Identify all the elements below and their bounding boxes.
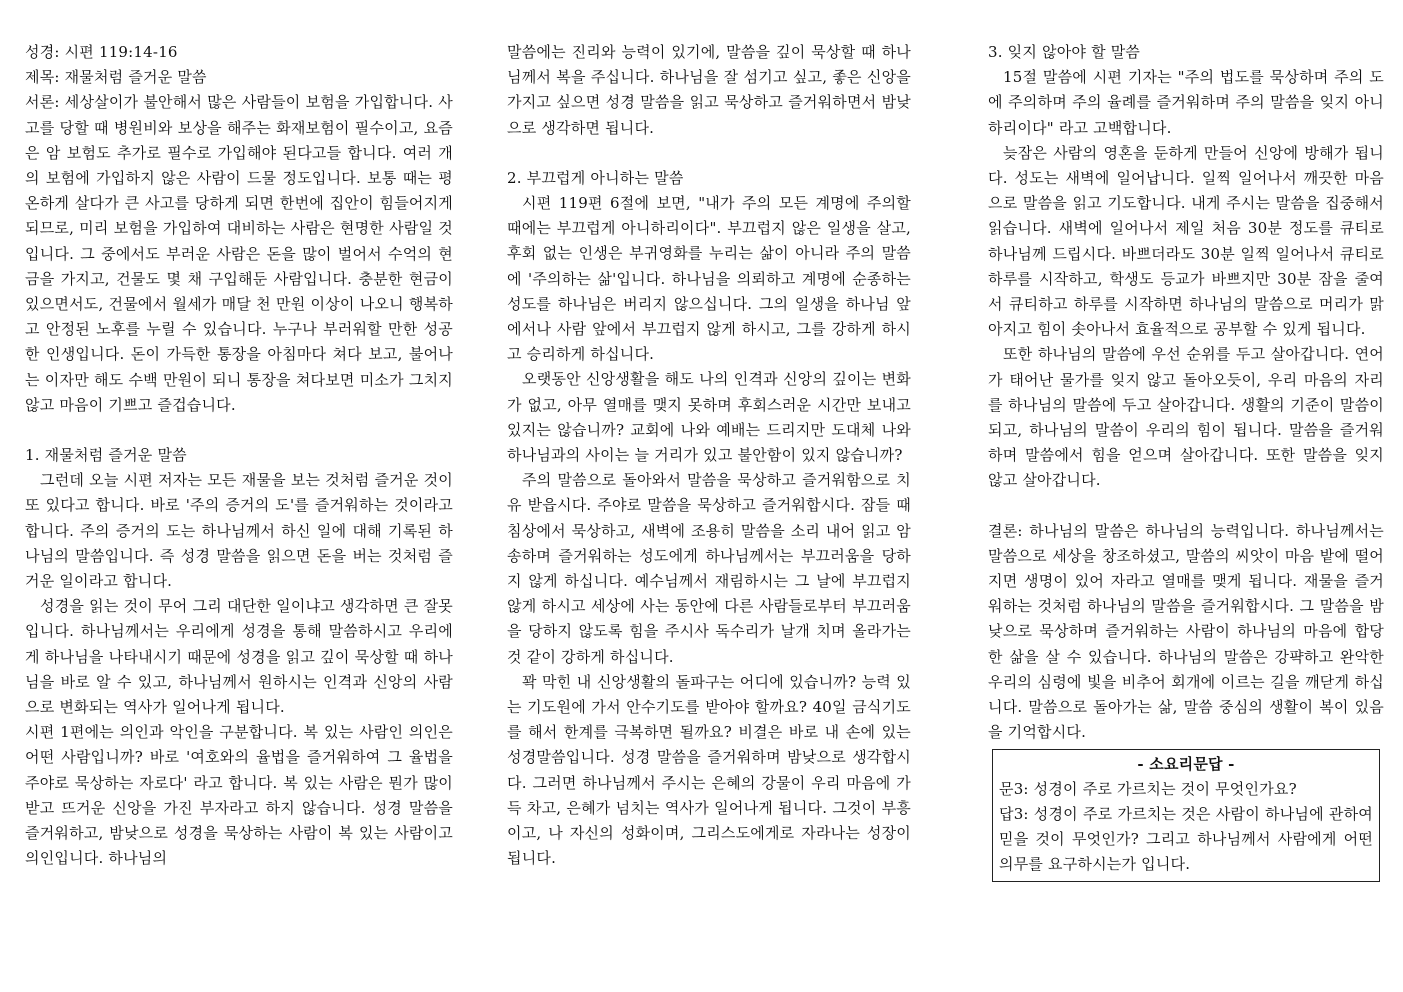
section-1-title: 1. 재물처럼 즐거운 말씀 bbox=[25, 446, 187, 465]
spacer bbox=[25, 418, 453, 443]
catechism-question: 문3: 성경이 주로 가르치는 것이 무엇인가요? bbox=[999, 780, 1297, 799]
section-3-paragraph: 또한 하나님의 말씀에 우선 순위를 두고 살아갑니다. 연어가 태어난 물가를 잊지 않고 돌아오듯이, 우리 마음의 자리를 하나님의 말씀에 두고 살아갑니다. 생활의 기준이 말씀이 되고, 하나님의 말씀이 우리의 힘이 됩니다. 말씀을 즐거워하며 말씀에서 힘을 얻으며 살아갑니다. 또한 말씀을 잊지 않고 살아갑니다. bbox=[988, 345, 1384, 490]
catechism-answer: 답3: 성경이 주로 가르치는 것은 사람이 하나님에 관하여 믿을 것이 무엇인가? 그리고 하나님께서 사람에게 어떤 의무를 요구하시는가 입니다. bbox=[999, 805, 1373, 874]
section-2-title: 2. 부끄럽게 아니하는 말씀 bbox=[507, 168, 684, 187]
catechism-title: - 소요리문답 - bbox=[1137, 755, 1235, 774]
section-3-title: 3. 잊지 않아야 할 말씀 bbox=[988, 43, 1141, 61]
scripture-reference: 성경: 시편 119:14-16 bbox=[25, 43, 178, 61]
catechism-box bbox=[992, 749, 1380, 882]
section-2-paragraph: 꽉 막힌 내 신앙생활의 돌파구는 어디에 있습니까? 능력 있는 기도원에 가서 안수기도를 받아야 할까요? 40일 금식기도를 해서 한계를 극복하면 될까요? 비결은 바로 내 손에 있는 성경말씀입니다. 성경 말씀을 즐거워하며 밤낮으로 생각합시다. 그러면 하나님께서 주시는 은혜의 강물이 우리 마음에 가득 차고, 은혜가 넘치는 역사가 일어나게 됩니다. 그것이 부흥이고, 나 자신의 성화이며, 그리스도에게로 자라나는 성장이 됩니다. bbox=[507, 672, 911, 868]
column-right bbox=[988, 40, 1384, 882]
section-3-paragraph: 15절 말씀에 시편 기자는 "주의 법도를 묵상하며 주의 도에 주의하며 주의 율례를 즐거워하며 주의 말씀을 잊지 아니하리이다" 라고 고백합니다. bbox=[988, 68, 1384, 137]
section-2-paragraph: 시편 119편 6절에 보면, "내가 주의 모든 계명에 주의할 때에는 부끄럽게 아니하리이다". 부끄럽지 않은 일생을 살고, 후회 없는 인생은 부귀영화를 누리는 삶이 아니라 주의 말씀에 '주의하는 삶'입니다. 하나님을 의뢰하고 계명에 순종하는 성도를 하나님은 버리지 않으십니다. 그의 일생을 하나님 앞에서나 사람 앞에서 부끄럽지 않게 하시고, 그를 강하게 하시고 승리하게 하십니다. bbox=[507, 194, 911, 364]
section-1-paragraph: 그런데 오늘 시편 저자는 모든 재물을 보는 것처럼 즐거운 것이 또 있다고 합니다. 바로 '주의 증거의 도'를 즐거워하는 것이라고 합니다. 주의 증거의 도는 하나님께서 하신 일에 대해 기록된 하나님의 말씀입니다. 즉 성경 말씀을 읽으면 돈을 버는 것처럼 즐거운 일이라고 합니다. bbox=[25, 471, 453, 591]
section-1-continued-paragraph: 말씀에는 진리와 능력이 있기에, 말씀을 깊이 묵상할 때 하나님께서 복을 주십니다. 하나님을 잘 섬기고 싶고, 좋은 신앙을 가지고 싶으면 성경 말씀을 읽고 묵상하고 즐거워하면서 밤낮으로 생각하면 됩니다. bbox=[507, 43, 911, 137]
sermon-title: 제목: 재물처럼 즐거운 말씀 bbox=[25, 68, 207, 87]
column-middle bbox=[507, 40, 911, 872]
section-2-paragraph: 오랫동안 신앙생활을 해도 나의 인격과 신앙의 깊이는 변화가 없고, 아무 열매를 맺지 못하며 후회스러운 시간만 보내고 있지는 않습니까? 교회에 나와 예배는 드리지만 도대체 나와 하나님과의 사이는 늘 거리가 있고 불안함이 있지 않습니까? bbox=[507, 370, 911, 465]
introduction-paragraph: 서론: 세상살이가 불안해서 많은 사람들이 보험을 가입합니다. 사고를 당할 때 병원비와 보상을 해주는 화재보험이 필수이고, 요즘은 암 보험도 추가로 필수로 가입해야 된다고들 합니다. 여러 개의 보험에 가입하지 않은 사람이 드물 정도입니다. 보통 때는 평온하게 살다가 큰 사고를 당하게 되면 한번에 집안이 힘들어지게 되므로, 미리 보험을 가입하여 대비하는 사람은 현명한 사람일 것입니다. 그 중에서도 부러운 사람은 돈을 많이 벌어서 수억의 현금을 가지고, 건물도 몇 채 구입해둔 사람입니다. 충분한 현금이 있으면서도, 건물에서 월세가 매달 천 만원 이상이 나오니 행복하고 안정된 노후를 누릴 수 있습니다. 누구나 부러워할 만한 성공한 인생입니다. 돈이 가득한 통장을 아침마다 쳐다 보고, 불어나는 이자만 해도 수백 만원이 되니 통장을 쳐다보면 미소가 그치지 않고 마음이 기쁘고 즐겁습니다. bbox=[25, 93, 453, 414]
section-1-paragraph: 시편 1편에는 의인과 악인을 구분합니다. 복 있는 사람인 의인은 어떤 사람입니까? 바로 '여호와의 율법을 즐거워하여 그 율법을 주야로 묵상하는 자로다' 라고 합니다. 복 있는 사람은 뭔가 많이 받고 뜨거운 신앙을 가진 부자라고 하지 않습니다. 성경 말씀을 즐거워하고, 밤낮으로 성경을 묵상하는 사람이 복 있는 사람이고 의인입니다. 하나님의 bbox=[25, 723, 453, 868]
spacer bbox=[507, 141, 911, 166]
section-2-paragraph: 주의 말씀으로 돌아와서 말씀을 묵상하고 즐거워함으로 치유 받읍시다. 주야로 말씀을 묵상하고 즐거워합시다. 잠들 때 침상에서 묵상하고, 새벽에 조용히 말씀을 소리 내어 읽고 암송하며 즐거워하는 성도에게 하나님께서는 부끄러움을 당하지 않게 하십니다. 예수님께서 재림하시는 그 날에 부끄럽지 않게 하시고 세상에 사는 동안에 다른 사람들로부터 부끄러움을 당하지 않도록 힘을 주시사 독수리가 날개 치며 올라가는 것 같이 강하게 하십니다. bbox=[507, 471, 911, 666]
conclusion-paragraph: 결론: 하나님의 말씀은 하나님의 능력입니다. 하나님께서는 말씀으로 세상을 창조하셨고, 말씀의 씨앗이 마음 밭에 떨어지면 생명이 있어 자라고 열매를 맺게 됩니다. 재물을 즐거워하는 것처럼 하나님의 말씀을 즐거워합시다. 그 말씀을 밤낮으로 묵상하며 즐거워하는 사람이 하나님의 마음에 합당한 삶을 살 수 있습니다. 하나님의 말씀은 강퍅하고 완악한 우리의 심령에 빛을 비추어 회개에 이르는 길을 깨닫게 하십니다. 말씀으로 돌아가는 삶, 말씀 중심의 생활이 복이 있음을 기억합시다. bbox=[988, 521, 1384, 742]
section-1-paragraph: 성경을 읽는 것이 무어 그리 대단한 일이냐고 생각하면 큰 잘못입니다. 하나님께서는 우리에게 성경을 통해 말씀하시고 우리에게 하나님을 나타내시기 때문에 성경을 읽고 깊이 묵상할 때 하나님을 바로 알 수 있고, 하나님께서 원하시는 인격과 신앙의 사람으로 변화되는 역사가 일어나게 됩니다. bbox=[25, 597, 453, 717]
section-3-paragraph: 늦잠은 사람의 영혼을 둔하게 만들어 신앙에 방해가 됩니다. 성도는 새벽에 일어납니다. 일찍 일어나서 깨끗한 마음으로 말씀을 읽고 기도합니다. 내게 주시는 말씀을 집중해서 읽습니다. 새벽에 일어나서 제일 처음 30분 정도를 큐티로 하나님께 드립시다. 바쁘더라도 30분 일찍 일어나서 큐티로 하루를 시작하고, 학생도 등교가 바쁘지만 30분 잠을 줄여서 큐티하고 하루를 시작하면 하나님의 말씀으로 머리가 맑아지고 힘이 솟아나서 효율적으로 공부할 수 있게 됩니다. bbox=[988, 143, 1384, 339]
spacer bbox=[988, 494, 1384, 519]
column-left bbox=[25, 40, 453, 872]
